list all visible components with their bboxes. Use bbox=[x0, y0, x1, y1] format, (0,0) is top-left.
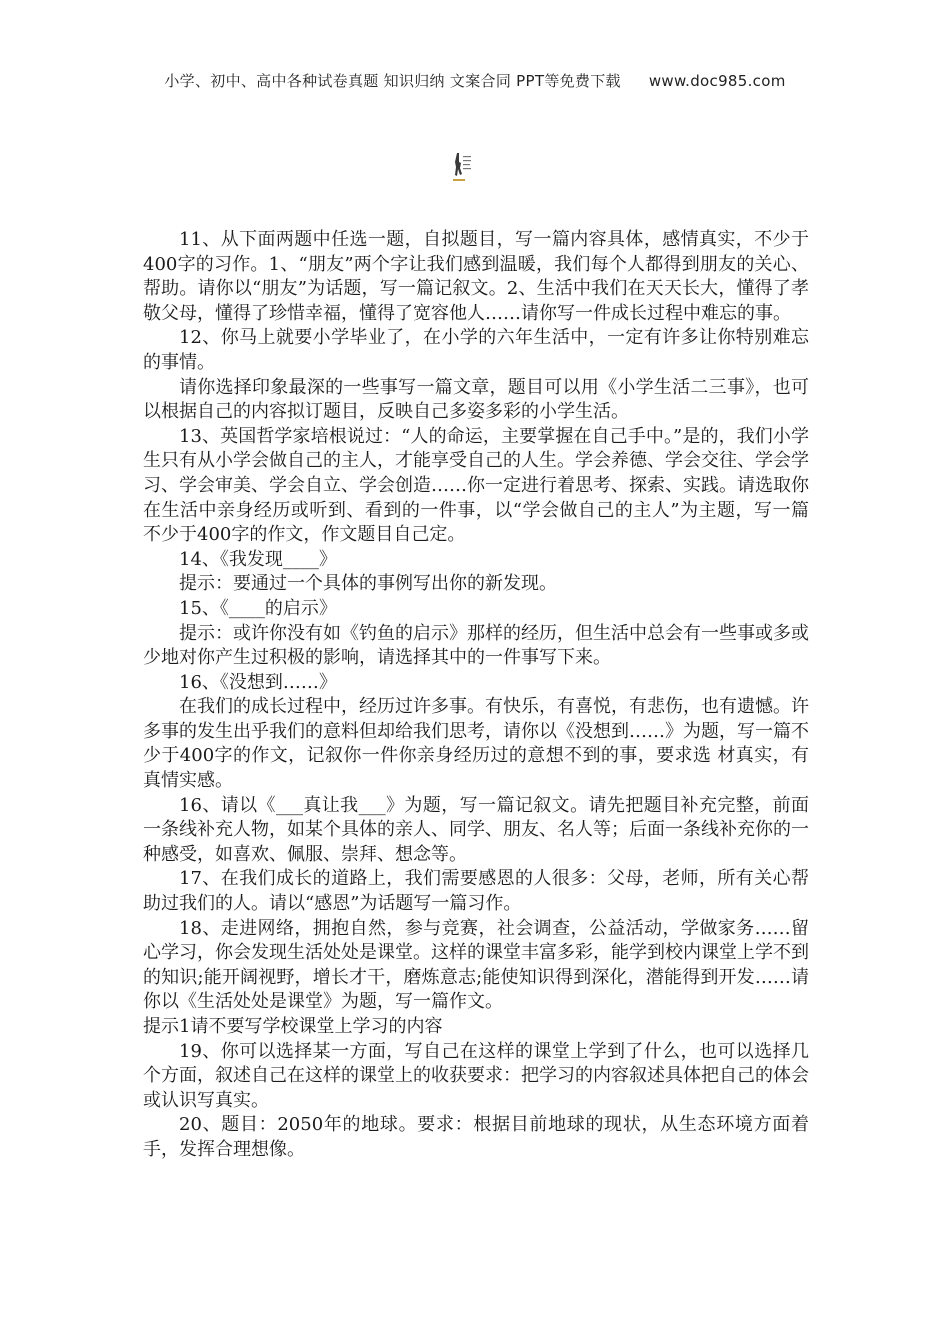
paragraph: 提示：要通过一个具体的事例写出你的新发现。 bbox=[179, 573, 557, 595]
page-header bbox=[0, 70, 950, 91]
paragraph: 15、《____的启示》 bbox=[179, 597, 337, 619]
paragraph: 20、题目：2050年的地球。要求：根据目前地球的现状，从生态环境方面着手，发挥合理想像。 bbox=[143, 1114, 809, 1160]
paragraph: 13、英国哲学家培根说过：“人的命运，主要掌握在自己手中。”是的，我们小学生只有从小学会做自己的主人，才能享受自己的人生。学会养德、学会交往、学会学习、学会审美、学会自立、学会创造……你一定进行着思考、探索、实践。请选取你在生活中亲身经历或听到、看到的一件事，以“学会做自己的主人”为主题，写一篇不少于400字的作文，作文题目自己定。 bbox=[143, 425, 809, 546]
header-text: 小学、初中、高中各种试卷真题 知识归纳 文案合同 PPT等免费下载 bbox=[164, 72, 621, 90]
paragraph: 12、你马上就要小学毕业了，在小学的六年生活中，一定有许多让你特别难忘的事情。 bbox=[143, 327, 809, 373]
paragraph: 请你选择印象最深的一些事写一篇文章，题目可以用《小学生活二三事》，也可以根据自己的内容拟订题目，反映自己多姿多彩的小学生活。 bbox=[143, 376, 809, 423]
paragraph: 11、从下面两题中任选一题，自拟题目，写一篇内容具体，感情真实，不少于400字的习作。1、“朋友”两个字让我们感到温暖，我们每个人都得到朋友的关心、帮助。请你以“朋友”为话题，写一篇记叙文。2、生活中我们在天天长大，懂得了孝敬父母，懂得了珍惜幸福，懂得了宽容他人……请你写一件成长过程中难忘的事。 bbox=[143, 229, 809, 324]
paragraph: 19、你可以选择某一方面，写自己在这样的课堂上学到了什么，也可以选择几个方面，叙述自己在这样的课堂上的收获要求：把学习的内容叙述具体把自己的体会或认识写真实。 bbox=[143, 1040, 809, 1111]
paragraph: 16、《没想到……》 bbox=[179, 671, 337, 693]
paragraph: 在我们的成长过程中，经历过许多事。有快乐，有喜悦，有悲伤，也有遗憾。许多事的发生出乎我们的意料但却给我们思考，请你以《没想到……》为题，写一篇不少于400字的作文，记叙你一件你亲身经历过的意想不到的事，要求选 材真实，有真情实感。 bbox=[143, 696, 809, 792]
paragraph: 14、《我发现____》 bbox=[179, 548, 337, 570]
paragraph: 提示：或许你没有如《钓鱼的启示》那样的经历，但生活中总会有一些事或多或少地对你产生过积极的影响，请选择其中的一件事写下来。 bbox=[143, 622, 809, 669]
paragraph: 提示1请不要写学校课堂上学习的内容 bbox=[143, 1016, 443, 1037]
paragraph: 18、走进网络，拥抱自然，参与竞赛，社会调查，公益活动，学做家务……留心学习，你会发现生活处处是课堂。这样的课堂丰富多彩，能学到校内课堂上学不到的知识;能开阔视野，增长才干，磨炼意志;能使知识得到深化，潜能得到开发……请你以《生活处处是课堂》为题，写一篇作文。 bbox=[143, 917, 809, 1013]
essay-prompts bbox=[143, 228, 809, 1163]
document-thumbnail-icon bbox=[451, 150, 473, 186]
paragraph: 17、在我们成长的道路上，我们需要感恩的人很多：父母，老师，所有关心帮助过我们的人。请以“感恩”为话题写一篇习作。 bbox=[143, 868, 809, 915]
paragraph: 16、请以《___真让我___》为题，写一篇记叙文。请先把题目补充完整，前面一条线补充人物，如某个具体的亲人、同学、朋友、名人等；后面一条线补充你的一种感受，如喜欢、佩服、崇拜、想念等。 bbox=[143, 794, 809, 865]
header-site-link[interactable]: www.doc985.com bbox=[648, 72, 786, 90]
